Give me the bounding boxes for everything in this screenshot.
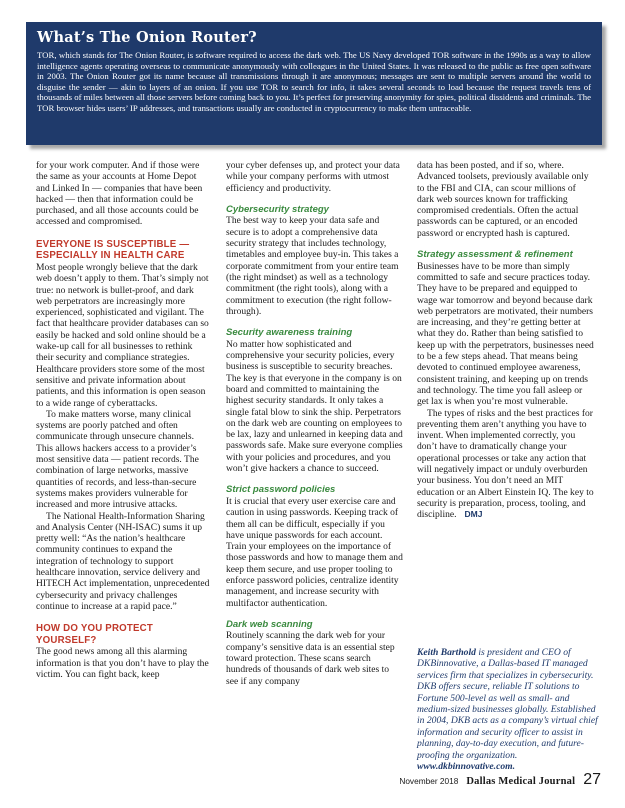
paragraph-text: The types of risks and the best practices for preventing them aren’t anything you have to invent. When implemented correctly, you don’t have to dramatically change your operational processes or take any action that will negatively impact or unduly overburden your business. You don’t need an MIT education or an Albert Einstein IQ. The key to security is preparation, process, tooling, and discipline. <box>417 407 594 521</box>
section-heading: HOW DO YOU PROTECT YOURSELF? <box>36 623 153 646</box>
paragraph: your cyber defenses up, and protect your data while your company performs with utmost efficiency and productivity. <box>226 160 400 194</box>
author-bio <box>417 647 599 772</box>
article-column-3 <box>417 160 595 521</box>
author-name: Keith Barthold <box>417 647 476 658</box>
subheading: Security awareness training <box>226 327 353 339</box>
paragraph: Businesses have to be more than simply committed to safe and secure practices today. They have to be prepared and equipped to wage war tomorrow and beyond because dark web perpetrators are motivated, their numbers are increasing, and they’re getting better at what they do. Rather than being satisfied to keep up with the perpetrators, businesses need to be a few steps ahead. That means being devoted to continued employee awareness, consistent training, and keeping up on trends and technology. The time you fall asleep or get lax is when you’re most vulnerable. <box>417 260 594 408</box>
end-sign: DMJ <box>464 509 483 520</box>
paragraph: To make matters worse, many clinical systems are poorly patched and often communicate through unsecure channels. This allows hackers access to a provider’s most sensitive data — patient records. The combination of large networks, massive quantities of records, and less-than-secure systems makes providers vulnerable for increased and more intrusive attacks. <box>36 408 199 511</box>
paragraph: It is crucial that every user exercise care and caution in using passwords. Keeping track of them all can be difficult, especially if you have unique passwords for each account. Train your employees on the importance of those passwords and how to manage them and keep them secure, and use proper tooling to enforce password policies, centralize identity management, and increase security with multifactor authentication. <box>226 495 403 609</box>
paragraph <box>417 408 595 521</box>
paragraph: Most people wrongly believe that the dark web doesn’t apply to them. That’s simply not true: no network is bullet-proof, and dark web perpetrators are increasingly more experienced, sophisticated and vigilant. The fact that healthcare provider databases can so easily be hacked and sold online should be a wake-up call for all businesses to rethink their security and compliance strategies. Healthcare providers store some of the most sensitive and private information about patients, and this information is open season to a wide range of cyberattacks. <box>36 261 209 409</box>
subheading: Dark web scanning <box>226 618 313 630</box>
article-column-1 <box>36 160 211 680</box>
sidebar-title: What’s The Onion Router? <box>37 29 257 46</box>
paragraph: for your work computer. And if those were the same as your accounts at Home Depot and Linked In — companies that have been hacked — then that information could be purchased, and all those accounts could be accessed and compromised. <box>36 160 203 228</box>
section-heading: EVERYONE IS SUSCEPTIBLE — ESPECIALLY IN HEALTH CARE <box>36 238 190 262</box>
tor-sidebar-box <box>26 22 602 145</box>
sidebar-body: TOR, which stands for The Onion Router, is software required to access the dark web. The US Navy developed TOR software in the 1990s as a way to allow intelligence agents operating overseas to communicate anonymously with colleagues in the United States. It was released to the public as free open software in 2003. The Onion Router got its name because all transmissions through it are anonymous; messages are sent to multiple servers around the world to disguise the sender — akin to layers of an onion. If you use TOR to search for info, it takes several seconds to load because the request travels tens of thousands of miles between all those servers before coming back to you. It’s perfect for preserving anonymity for spies, political dissidents and criminals. The TOR browser hides users’ IP addresses, and transactions usually are conducted in cryptocurrency to make them untraceable. <box>37 50 591 113</box>
subheading: Strict password policies <box>226 484 336 496</box>
paragraph: The good news among all this alarming information is that you don’t have to play the victim. You can fight back, keep <box>36 646 209 680</box>
subheading: Cybersecurity strategy <box>226 203 329 215</box>
paragraph: The best way to keep your data safe and secure is to adopt a comprehensive data security strategy that includes technology, timetables and employee buy-in. This takes a corporate commitment from your entire team (the right mindset) as well as a technology commitment (the right tools), along with a commitment to execution (the right follow-through). <box>226 215 399 317</box>
page-footer <box>361 771 601 789</box>
page-number: 27 <box>583 771 601 788</box>
issue-date: November 2018 <box>399 776 459 786</box>
article-column-2 <box>226 160 403 687</box>
subheading: Strategy assessment & refinement <box>417 249 573 261</box>
paragraph: Routinely scanning the dark web for your company’s sensitive data is an essential step toward protection. These scans search hundreds of thousands of dark web sites to see if any company <box>226 630 395 687</box>
publication-name: Dallas Medical Journal <box>466 776 576 787</box>
paragraph: No matter how sophisticated and comprehensive your security policies, every business is susceptible to security breaches. The key is that everyone in the company is on board and committed to maintaining the highest security standards. It only takes a single fatal blow to sink the ship. Perpetrators on the dark web are counting on employees to be lax, lazy and unlearned in keeping data and passwords safe. Make sure everyone complies with your policies and procedures, and you won’t give hackers a chance to succeed. <box>226 338 403 475</box>
author-bio-text: is president and CEO of DKBinnovative, a Dallas-based IT managed services firm that specializes in cybersecurity. DKB offers secure, reliable IT solutions to Fortune 500-level as well as small- and medium-sized businesses globally. Established in 2004, DKB acts as a company’s virtual chief information and security officer to assist in planning, day-to-day execution, and future-proofing the organization. <box>417 647 598 761</box>
author-website-link[interactable]: www.dkbinnovative.com. <box>417 761 515 773</box>
paragraph: data has been posted, and if so, where. Advanced toolsets, previously available only to the FBI and CIA, can scour millions of dark web sources known for trafficking compromised credentials. Often the actual passwords can be captured, or an encoded password or encrypted hash is captured. <box>417 160 589 239</box>
paragraph: The National Health-Information Sharing and Analysis Center (NH-ISAC) sums it up pretty well: “As the nation’s healthcare community continues to expand the integration of technology to support healthcare innovation, service delivery and HITECH Act implementation, unprecedented cybersecurity and privacy challenges continue to increase at a rapid pace.” <box>36 510 210 612</box>
